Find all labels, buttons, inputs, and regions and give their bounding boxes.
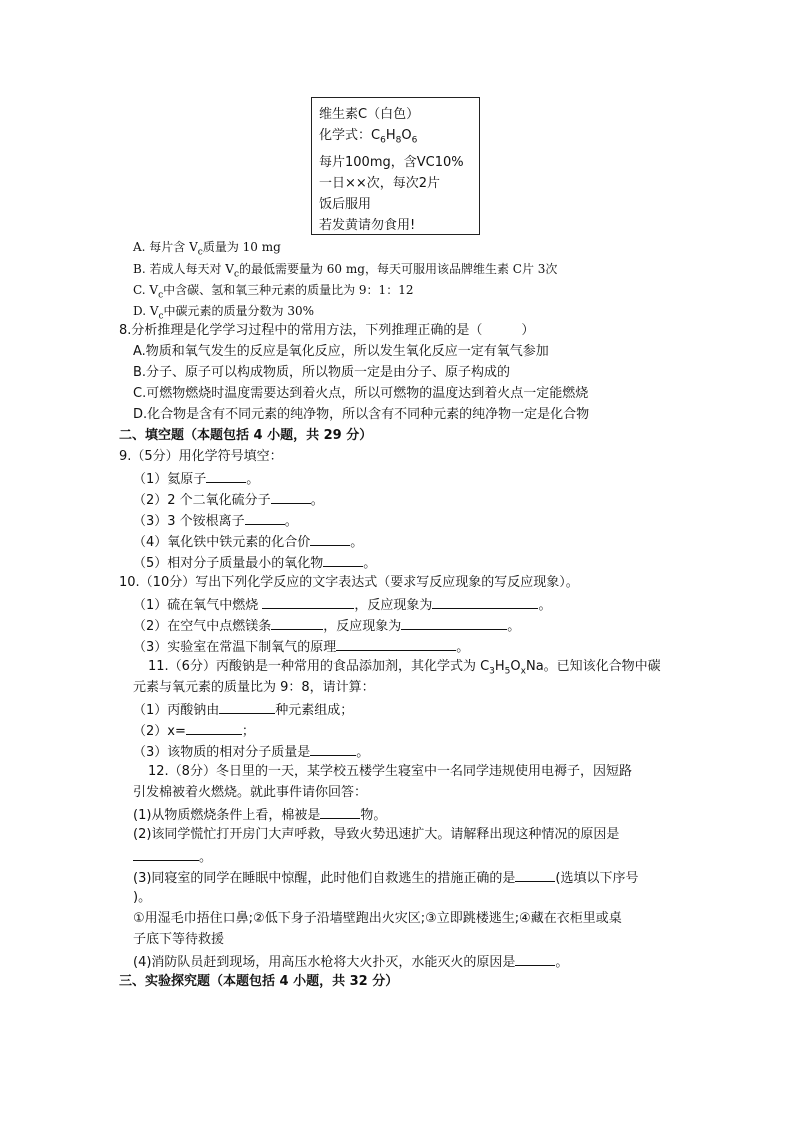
q7-option-d: D. $V_c$中碳元素的质量分数为 30%: [133, 304, 315, 322]
answer-blank[interactable]: [271, 615, 323, 630]
label-line-2: 化学式：$C_6H_8O_6$: [319, 128, 418, 146]
q7-option-a: A. 每片含 $V_c$质量为 10 mg: [133, 240, 281, 258]
label-line-1: 维生素C（白色）: [319, 107, 420, 122]
q8-stem: 8.分析推理是化学学习过程中的常用方法，下列推理正确的是（ ）: [119, 323, 535, 338]
q12-item-3: (3)同寝室的同学在睡眠中惊醒，此时他们自救逃生的措施正确的是 (选填以下序号: [133, 867, 639, 889]
section-3-heading: 三、实验探究题（本题包括 4 小题，共 32 分）: [119, 974, 399, 989]
answer-blank[interactable]: [262, 594, 354, 609]
answer-blank[interactable]: [310, 531, 350, 546]
q8-option-a: A.物质和氧气发生的反应是氧化反应，所以发生氧化反应一定有氧气参加: [133, 344, 549, 359]
q12-stem-2: 引发棉被着火燃烧。就此事件请你回答：: [133, 785, 368, 800]
label-line-5: 饭后服用: [319, 196, 372, 212]
answer-blank[interactable]: [515, 951, 555, 966]
q9-item-4: （4）氧化铁中铁元素的化合价 。: [133, 531, 363, 553]
q9-item-3: （3）3 个铵根离子 。: [133, 510, 298, 532]
q7-option-c: C. $V_c$中含碳、氢和氧三种元素的质量比为 9：1：12: [133, 283, 414, 301]
q9-item-1: （1）氦原子 。: [133, 468, 259, 490]
answer-blank[interactable]: [401, 615, 507, 630]
answer-blank[interactable]: [515, 867, 555, 882]
q11-item-2: （2）x= ；: [133, 720, 255, 742]
q12-stem-1: 12.（8分）冬日里的一天，某学校五楼学生寝室中一名同学违规使用电褥子，因短路: [148, 764, 632, 779]
q9-item-2: （2）2 个二氧化硫分子 。: [133, 489, 324, 511]
q12-item-4: (4)消防队员赶到现场，用高压水枪将大火扑灭，水能灭火的原因是 。: [133, 951, 568, 973]
q9-stem: 9.（5分）用化学符号填空：: [119, 449, 283, 464]
q10-item-1: （1）硫在氧气中燃烧 ，反应现象为 。: [133, 594, 551, 616]
label-line-4: 一日××次，每次2片: [319, 175, 441, 191]
q7-option-b: B. 若成人每天对 $V_c$的最低需要量为 60 mg，每天可服用该品牌维生素 C片 3次: [133, 262, 558, 280]
q11-stem-2: 元素与氧元素的质量比为 9：8，请计算：: [133, 680, 375, 695]
answer-blank[interactable]: [245, 510, 285, 525]
answer-blank[interactable]: [133, 846, 199, 861]
q12-options-2: 子底下等待救援: [133, 932, 225, 947]
vitamin-label-box: [311, 97, 480, 235]
answer-blank[interactable]: [219, 699, 275, 714]
answer-blank[interactable]: [186, 720, 242, 735]
label-line-3: 每片100mg，含VC10%: [319, 154, 464, 170]
section-2-heading: 二、填空题（本题包括 4 小题，共 29 分）: [119, 428, 373, 443]
q8-option-c: C.可燃物燃烧时温度需要达到着火点，所以可燃物的温度达到着火点一定能燃烧: [133, 386, 589, 401]
q12-item-3-end: )。: [133, 890, 152, 905]
q11-item-1: （1）丙酸钠由 种元素组成；: [133, 699, 353, 721]
answer-blank[interactable]: [336, 636, 456, 651]
answer-blank[interactable]: [432, 594, 538, 609]
q8-option-b: B.分子、原子可以构成物质，所以物质一定是由分子、原子构成的: [133, 365, 511, 380]
q10-item-3: （3）实验室在常温下制氧气的原理 。: [133, 636, 469, 658]
q12-item-2-blank-line: 。: [133, 846, 212, 868]
q9-item-5: （5）相对分子质量最小的氧化物 。: [133, 552, 376, 574]
q8-option-d: D.化合物是含有不同元素的纯净物，所以含有不同种元素的纯净物一定是化合物: [133, 407, 590, 422]
q11-stem-1: 11.（6分）丙酸钠是一种常用的食品添加剂，其化学式为 $C_3H_5O_xNa$。已知该化合物中碳: [148, 659, 661, 677]
label-line-6: 若发黄请勿食用!: [319, 217, 416, 233]
q10-item-2: （2）在空气中点燃镁条 ，反应现象为 。: [133, 615, 520, 637]
q10-stem: 10.（10分）写出下列化学反应的文字表达式（要求写反应现象的写反应现象）。: [119, 575, 579, 590]
answer-blank[interactable]: [206, 468, 246, 483]
q12-options-1: ①用湿毛巾捂住口鼻;②低下身子沿墙壁跑出火灾区;③立即跳楼逃生;④藏在衣柜里或桌: [133, 911, 622, 926]
answer-blank[interactable]: [310, 741, 356, 756]
answer-blank[interactable]: [271, 489, 311, 504]
q12-item-2: (2)该同学慌忙打开房门大声呼救，导致火势迅速扩大。请解释出现这种情况的原因是: [133, 827, 620, 842]
answer-blank[interactable]: [320, 804, 360, 819]
q12-item-1: (1)从物质燃烧条件上看，棉被是 物。: [133, 804, 386, 826]
q11-item-3: （3）该物质的相对分子质量是 。: [133, 741, 369, 763]
answer-blank[interactable]: [323, 552, 363, 567]
